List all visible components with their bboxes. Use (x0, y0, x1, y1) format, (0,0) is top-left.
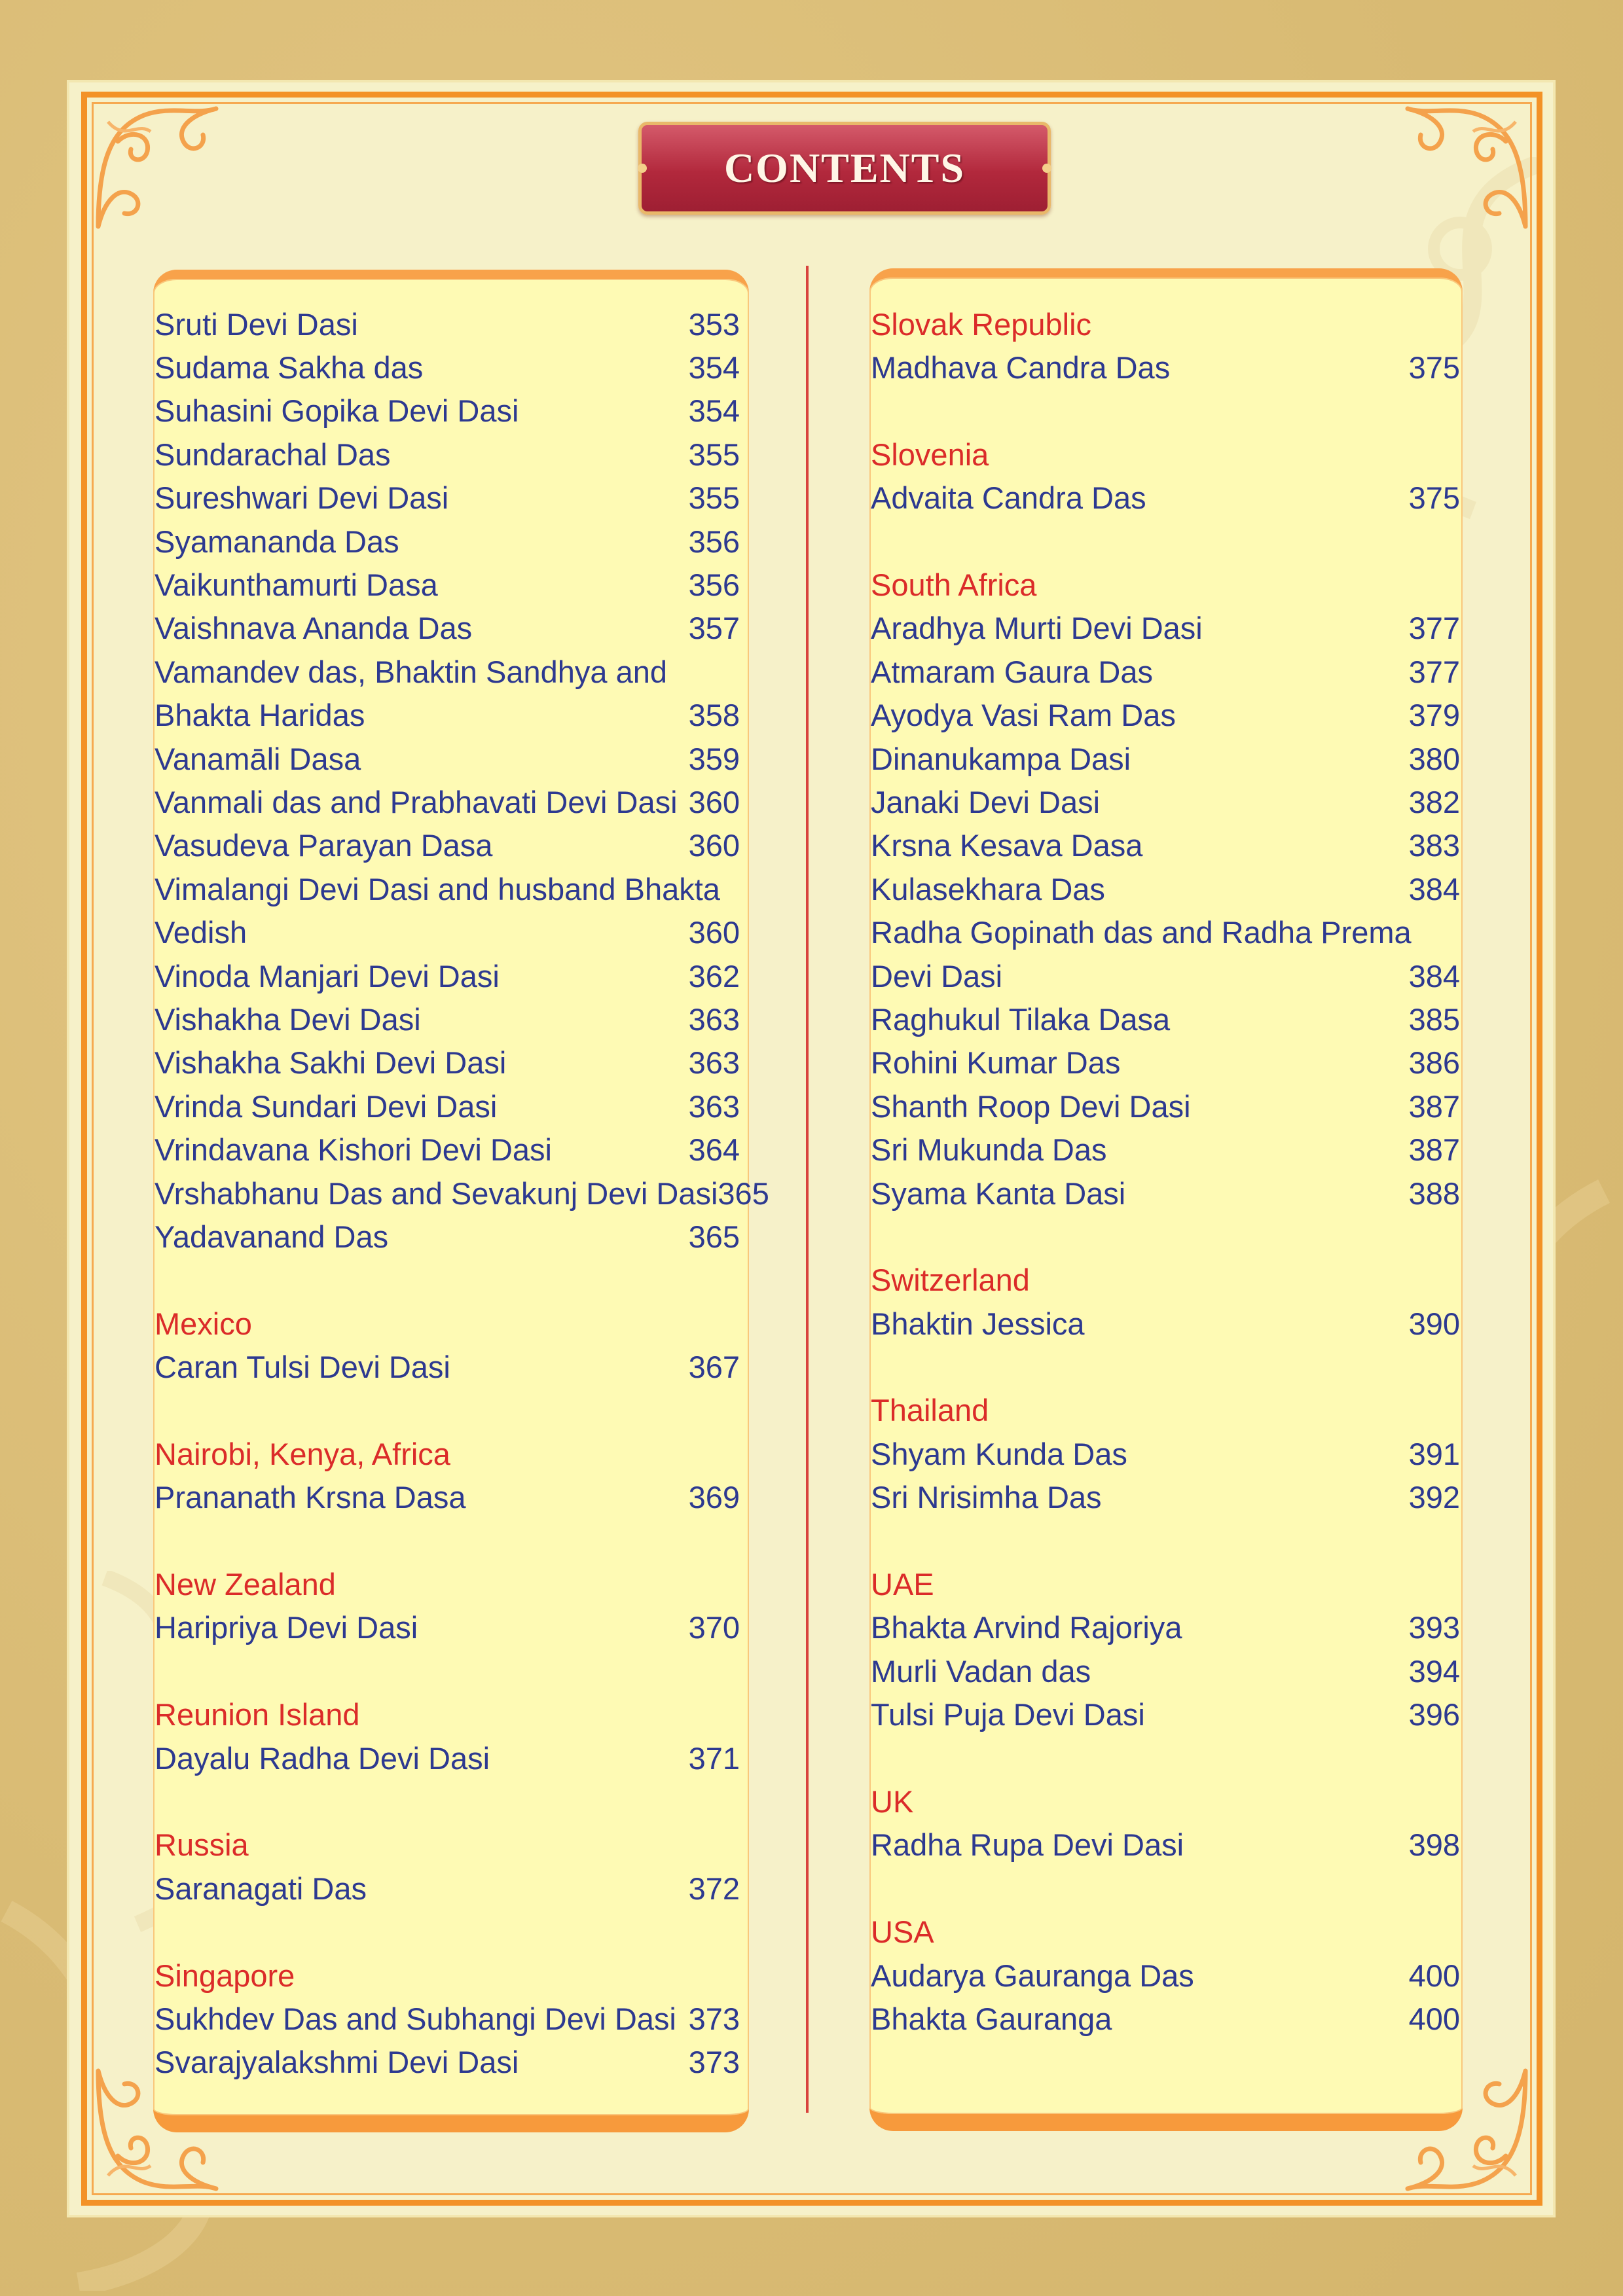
spacer-row (155, 1259, 740, 1302)
toc-entry[interactable] (871, 1823, 1460, 1867)
toc-entry[interactable] (871, 910, 1460, 954)
entry-page-number: 387 (1408, 1088, 1460, 1124)
toc-entry[interactable] (871, 737, 1460, 780)
spacer-row (155, 1649, 740, 1693)
entry-page-number: 386 (1408, 1045, 1460, 1081)
toc-entry[interactable] (871, 867, 1460, 910)
entry-name: Syama Kanta Dasi (871, 1175, 1126, 1211)
spacer-row (871, 389, 1460, 433)
toc-entry[interactable] (155, 1867, 740, 1910)
entry-name: Kulasekhara Das (871, 871, 1105, 906)
toc-entry[interactable] (155, 1085, 740, 1128)
entry-page-number: 362 (688, 958, 740, 994)
section-heading-label: USA (871, 1914, 934, 1950)
toc-entry[interactable] (871, 1041, 1460, 1085)
entry-name: Vasudeva Parayan Dasa (155, 828, 493, 863)
spacer-row (155, 1780, 740, 1823)
spacer-row (155, 1519, 740, 1562)
section-heading-label: Reunion Island (155, 1697, 360, 1732)
section-heading (871, 1910, 1460, 1953)
section-heading (155, 1432, 740, 1475)
entry-page-number: 384 (1408, 871, 1460, 906)
entry-name: Rohini Kumar Das (871, 1045, 1121, 1081)
entry-page-number: 364 (688, 1132, 740, 1168)
entry-name: Sukhdev Das and Subhangi Devi Dasi (155, 2001, 676, 2036)
toc-entry[interactable] (155, 302, 740, 346)
entry-name: Murli Vadan das (871, 1653, 1091, 1689)
spacer-row (155, 1389, 740, 1432)
toc-entry[interactable] (871, 1476, 1460, 1519)
section-heading-label: UK (871, 1784, 914, 1819)
entry-page-number: 355 (688, 437, 740, 472)
entry-name: Audarya Gauranga Das (871, 1958, 1194, 1993)
entry-page-number: 367 (688, 1350, 740, 1385)
toc-entry[interactable] (871, 1432, 1460, 1475)
entry-name: Bhakta Haridas (155, 698, 365, 733)
entry-page-number: 400 (1408, 1958, 1460, 1993)
entry-name: Haripriya Devi Dasi (155, 1610, 418, 1645)
entry-page-number: 354 (688, 350, 740, 386)
toc-entry[interactable] (871, 694, 1460, 737)
toc-entry[interactable] (871, 1606, 1460, 1649)
section-heading (155, 1954, 740, 1997)
entry-page-number: 354 (688, 393, 740, 429)
entry-page-number: 369 (688, 1480, 740, 1515)
entry-name: Vishakha Sakhi Devi Dasi (155, 1045, 507, 1081)
entry-page-number: 363 (688, 1045, 740, 1081)
entry-page-number: 370 (688, 1610, 740, 1645)
toc-entry[interactable] (155, 780, 740, 823)
entry-name: Vimalangi Devi Dasi and husband Bhakta (155, 871, 720, 906)
entry-page-number: 388 (1408, 1175, 1460, 1211)
entry-name: Sri Nrisimha Das (871, 1480, 1102, 1515)
entry-name: Sundarachal Das (155, 437, 391, 472)
toc-entry[interactable] (871, 1954, 1460, 1997)
entry-page-number: 357 (688, 611, 740, 646)
spacer-row (871, 1736, 1460, 1780)
entry-name: Bhaktin Jessica (871, 1306, 1085, 1341)
entry-name: Bhakta Gauranga (871, 2001, 1112, 2036)
entry-name: Madhava Candra Das (871, 350, 1171, 386)
section-heading-label: Nairobi, Kenya, Africa (155, 1436, 450, 1471)
entry-page-number: 382 (1408, 784, 1460, 819)
entry-name: Sudama Sakha das (155, 350, 424, 386)
entry-name: Vishakha Devi Dasi (155, 1001, 421, 1037)
entry-page-number: 373 (688, 2001, 740, 2036)
entry-page-number: 383 (1408, 828, 1460, 863)
entry-name: Dayalu Radha Devi Dasi (155, 1740, 490, 1776)
toc-entry[interactable] (155, 1215, 740, 1258)
entry-page-number: 372 (688, 1871, 740, 1906)
section-heading-label: Mexico (155, 1306, 252, 1341)
entry-name: Caran Tulsi Devi Dasi (155, 1350, 450, 1385)
right-contents-list (871, 302, 1460, 2041)
entry-name: Dinanukampa Dasi (871, 741, 1131, 776)
entry-page-number: 394 (1408, 1653, 1460, 1689)
section-heading (871, 302, 1460, 346)
section-heading-label: New Zealand (155, 1567, 336, 1602)
entry-page-number: 356 (688, 567, 740, 603)
entry-name: Vrinda Sundari Devi Dasi (155, 1088, 498, 1124)
section-heading (155, 1823, 740, 1867)
section-heading-label: Thailand (871, 1393, 989, 1428)
entry-page-number: 360 (688, 784, 740, 819)
toc-entry[interactable] (155, 1997, 740, 2040)
entry-name: Vaishnava Ananda Das (155, 611, 473, 646)
entry-page-number: 359 (688, 741, 740, 776)
entry-page-number: 371 (688, 1740, 740, 1776)
spacer-row (871, 520, 1460, 563)
entry-name: Vaikunthamurti Dasa (155, 567, 438, 603)
entry-page-number: 390 (1408, 1306, 1460, 1341)
section-heading (871, 563, 1460, 606)
toc-entry[interactable] (871, 476, 1460, 520)
toc-entry[interactable] (871, 1172, 1460, 1215)
page-title: CONTENTS (723, 145, 966, 191)
entry-name: Atmaram Gaura Das (871, 654, 1153, 689)
left-contents-list (155, 302, 769, 2084)
entry-name: Prananath Krsna Dasa (155, 1480, 466, 1515)
toc-entry[interactable] (155, 954, 740, 997)
corner-flourish-icon (92, 102, 223, 233)
entry-name: Svarajyalakshmi Devi Dasi (155, 2045, 519, 2080)
section-heading (871, 1259, 1460, 1302)
entry-name: Radha Rupa Devi Dasi (871, 1827, 1184, 1863)
toc-entry[interactable] (871, 1128, 1460, 1171)
entry-name: Aradhya Murti Devi Dasi (871, 611, 1203, 646)
toc-entry[interactable] (871, 780, 1460, 823)
entry-name: Bhakta Arvind Rajoriya (871, 1610, 1182, 1645)
toc-entry[interactable] (155, 1736, 740, 1780)
toc-entry[interactable] (871, 650, 1460, 693)
entry-name: Shyam Kunda Das (871, 1436, 1127, 1471)
entry-page-number: 355 (688, 480, 740, 516)
entry-name: Vedish (155, 915, 247, 950)
section-heading (871, 1389, 1460, 1432)
entry-name: Janaki Devi Dasi (871, 784, 1101, 819)
section-heading (871, 1780, 1460, 1823)
banner-ornament-icon (638, 164, 647, 173)
section-heading-label: Slovenia (871, 437, 989, 472)
column-divider (806, 266, 809, 2113)
toc-entry[interactable] (155, 1041, 740, 1085)
entry-page-number: 398 (1408, 1827, 1460, 1863)
entry-page-number: 375 (1408, 350, 1460, 386)
entry-page-number: 358 (688, 698, 740, 733)
section-heading (871, 433, 1460, 476)
entry-name: Sri Mukunda Das (871, 1132, 1107, 1168)
toc-entry[interactable] (155, 737, 740, 780)
entry-page-number: 387 (1408, 1132, 1460, 1168)
entry-name: Vamandev das, Bhaktin Sandhya and (155, 654, 668, 689)
entry-name: Vrindavana Kishori Devi Dasi (155, 1132, 552, 1168)
entry-name: Krsna Kesava Dasa (871, 828, 1143, 863)
entry-page-number: 392 (1408, 1480, 1460, 1515)
entry-page-number: 379 (1408, 698, 1460, 733)
entry-page-number: 400 (1408, 2001, 1460, 2036)
entry-name: Raghukul Tilaka Dasa (871, 1001, 1171, 1037)
entry-page-number: 393 (1408, 1610, 1460, 1645)
entry-page-number: 377 (1408, 611, 1460, 646)
toc-entry[interactable] (871, 607, 1460, 650)
toc-entry[interactable] (871, 346, 1460, 389)
entry-page-number: 391 (1408, 1436, 1460, 1471)
toc-entry[interactable] (155, 433, 740, 476)
entry-name: Vanmali das and Prabhavati Devi Dasi (155, 784, 678, 819)
toc-entry[interactable] (155, 650, 740, 693)
corner-flourish-icon (1401, 102, 1532, 233)
entry-page-number: 360 (688, 915, 740, 950)
section-heading (155, 1302, 740, 1345)
entry-name: Sureshwari Devi Dasi (155, 480, 449, 516)
toc-entry[interactable] (155, 476, 740, 520)
toc-entry[interactable] (871, 1302, 1460, 1345)
section-heading-label: UAE (871, 1567, 934, 1602)
entry-page-number: 356 (688, 524, 740, 559)
section-heading-label: South Africa (871, 567, 1037, 603)
entry-name: Advaita Candra Das (871, 480, 1146, 516)
entry-page-number: 396 (1408, 1697, 1460, 1732)
entry-name: Tulsi Puja Devi Dasi (871, 1697, 1145, 1732)
toc-entry[interactable] (871, 1997, 1460, 2040)
spacer-row (871, 1215, 1460, 1258)
entry-page-number: 365 (718, 1175, 769, 1211)
toc-entry[interactable] (155, 824, 740, 867)
toc-entry[interactable] (155, 1345, 740, 1388)
spacer-row (155, 1910, 740, 1953)
toc-entry[interactable] (155, 910, 740, 954)
entry-page-number: 384 (1408, 958, 1460, 994)
toc-entry[interactable] (155, 867, 740, 910)
entry-page-number: 360 (688, 828, 740, 863)
entry-name: Radha Gopinath das and Radha Prema (871, 915, 1412, 950)
entry-name: Vanamāli Dasa (155, 741, 361, 776)
toc-entry[interactable] (155, 1172, 769, 1215)
toc-entry[interactable] (871, 824, 1460, 867)
entry-page-number: 375 (1408, 480, 1460, 516)
spacer-row (871, 1519, 1460, 1562)
toc-entry[interactable] (871, 1693, 1460, 1736)
banner-ornament-icon (1042, 164, 1051, 173)
toc-entry[interactable] (155, 1128, 740, 1171)
toc-entry[interactable] (155, 346, 740, 389)
entry-name: Syamananda Das (155, 524, 399, 559)
entry-name: Suhasini Gopika Devi Dasi (155, 393, 519, 429)
spacer-row (871, 1867, 1460, 1910)
entry-name: Vinoda Manjari Devi Dasi (155, 958, 500, 994)
section-heading-label: Slovak Republic (871, 306, 1092, 342)
toc-entry[interactable] (155, 1476, 740, 1519)
toc-entry[interactable] (155, 2041, 740, 2084)
toc-entry[interactable] (155, 1606, 740, 1649)
entry-name: Saranagati Das (155, 1871, 367, 1906)
entry-page-number: 363 (688, 1001, 740, 1037)
toc-entry[interactable] (155, 563, 740, 606)
entry-page-number: 380 (1408, 741, 1460, 776)
toc-entry[interactable] (155, 389, 740, 433)
toc-entry[interactable] (871, 1649, 1460, 1693)
section-heading-label: Singapore (155, 1958, 295, 1993)
toc-entry[interactable] (155, 694, 740, 737)
entry-name: Shanth Roop Devi Dasi (871, 1088, 1191, 1124)
toc-entry[interactable] (871, 954, 1460, 997)
entry-name: Devi Dasi (871, 958, 1003, 994)
section-heading (871, 1562, 1460, 1605)
toc-entry[interactable] (871, 1085, 1460, 1128)
title-banner (638, 122, 1051, 215)
spacer-row (871, 1345, 1460, 1388)
entry-name: Ayodya Vasi Ram Das (871, 698, 1176, 733)
entry-name: Yadavanand Das (155, 1219, 389, 1254)
entry-page-number: 365 (688, 1219, 740, 1254)
entry-page-number: 373 (688, 2045, 740, 2080)
toc-entry[interactable] (155, 997, 740, 1041)
entry-page-number: 377 (1408, 654, 1460, 689)
toc-entry[interactable] (155, 607, 740, 650)
entry-page-number: 385 (1408, 1001, 1460, 1037)
entry-name: Vrshabhanu Das and Sevakunj Devi Dasi (155, 1175, 718, 1211)
toc-entry[interactable] (871, 997, 1460, 1041)
toc-entry[interactable] (155, 520, 740, 563)
section-heading (155, 1693, 740, 1736)
section-heading (155, 1562, 740, 1605)
section-heading-label: Switzerland (871, 1263, 1030, 1298)
entry-page-number: 353 (688, 306, 740, 342)
entry-page-number: 363 (688, 1088, 740, 1124)
entry-name: Sruti Devi Dasi (155, 306, 358, 342)
section-heading-label: Russia (155, 1827, 249, 1863)
